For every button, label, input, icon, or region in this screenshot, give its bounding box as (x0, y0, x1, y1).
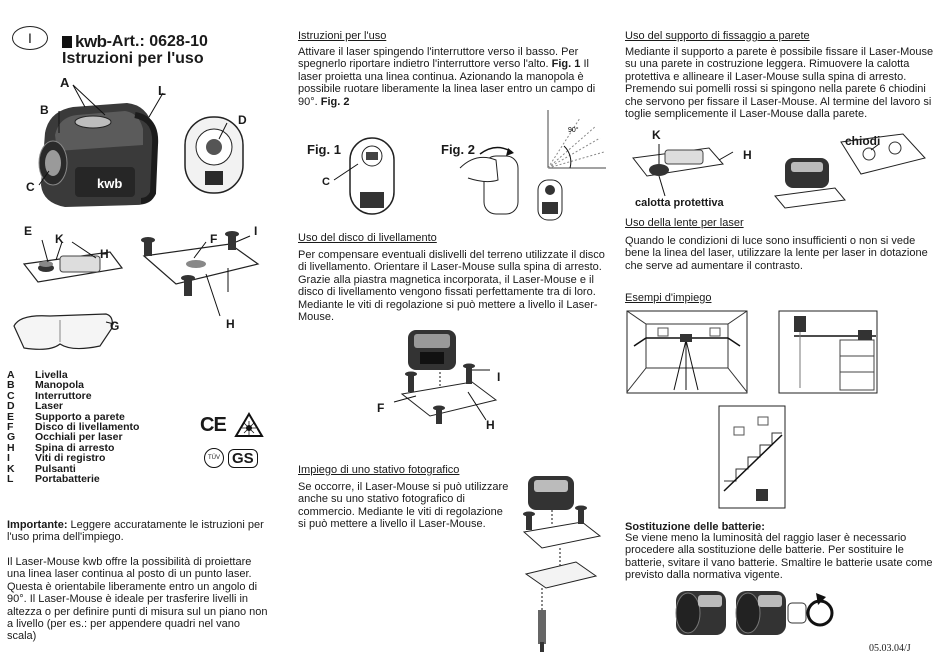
wall-text: Mediante il supporto a parete è possibile fissare il Laser-Mouse su una parete in costruzione leggera. Rimuovere la calotta protettiva e allineare il Laser-Mouse sulla spina di arresto. Premendo sui pomelli rossi si spingono nella parete 6 chiodini che servono per fissare il Laser-Mouse. Al termine del lavoro si toglie semplicemente il Laser-Mouse dalla parete. (625, 46, 934, 121)
device-battery-compartment-open (736, 591, 806, 635)
parts-legend (7, 370, 139, 484)
label-k-wall: K (652, 128, 661, 142)
laser-glasses-illustration (10, 308, 120, 358)
laser-warning-icon (234, 412, 264, 438)
example-kitchen-illustration (778, 310, 878, 394)
legend-item: I Viti di registro (7, 452, 106, 465)
example-room-illustration (626, 310, 748, 394)
svg-text:kwb: kwb (97, 176, 123, 191)
label-h-wall: H (100, 247, 109, 261)
tripod-text: Se occorre, il Laser-Mouse si può utilizzare anche su uno stativo fotografico di commercio. Mediante le viti di regolazione si può mettere a livello il Laser-Mouse. (298, 481, 509, 531)
levelling-disc-illustration (141, 231, 258, 296)
product-illustration (15, 75, 285, 220)
label-h-disc: H (226, 317, 235, 331)
brand-name: kwb (75, 32, 107, 51)
important-label: Importante: (7, 519, 68, 531)
legend-item: H Spina di arresto (7, 441, 115, 454)
label-l: L (158, 83, 166, 98)
legend-item: C Interruttore (7, 389, 92, 402)
fig2-hand-device (460, 147, 518, 214)
battery-heading: Sostituzione delle batterie: (625, 521, 765, 533)
rotate-cap-icon (808, 593, 832, 625)
important-note (7, 519, 272, 544)
disc-text: Per compensare eventuali dislivelli del terreno utilizzate il disco di livellamento. Orientare il Laser-Mouse sulla spina di arresto. Grazie alla piastra magnetica incorporata, il Laser-Mouse e il disco di livellamento vengono fissati perfettamente tra di loro. Mediante le viti di regolazione si può mettere a livello il Laser-Mouse. (298, 249, 605, 324)
fig1-device (334, 138, 394, 214)
certification-marks (200, 412, 264, 438)
gs-mark: GS (228, 449, 258, 468)
ce-mark: CE (200, 413, 226, 436)
angle-label: 90° (568, 127, 579, 134)
fig1-label: Fig. 1 (307, 142, 341, 157)
label-h-disc2: H (486, 418, 495, 432)
language-code: I (28, 30, 32, 46)
brand-logo (62, 32, 208, 52)
fig2-angle-fan (548, 110, 606, 168)
laser-mouse-device (39, 103, 155, 207)
legend-item: B Manopola (7, 379, 84, 392)
lens-text: Quando le condizioni di luce sono insufficienti o non si vede bene la linea del laser, utilizzare la lente per laser in dotazione che serve ad aumentare il contrasto. (625, 235, 928, 272)
label-b: B (40, 103, 49, 117)
legend-item: L Portabatterie (7, 473, 100, 486)
label-c-fig1: C (322, 176, 330, 188)
label-g: G (110, 319, 120, 333)
laser-on-wall-support (775, 158, 845, 208)
legend-item: A Livella (7, 369, 68, 381)
important-text: Leggere accuratamente le istruzioni per l'uso prima dell'impiego. (7, 519, 264, 544)
disc-heading: Uso del disco di livellamento (298, 232, 437, 244)
label-i: I (254, 224, 258, 238)
cap-label: calotta protettiva (635, 197, 724, 209)
legend-item: G Occhiali per laser (7, 431, 123, 444)
laser-mouse-front-view (185, 117, 243, 193)
kwb-logo-mark (62, 36, 72, 48)
legend-item: F Disco di livellamento (7, 421, 140, 434)
legend-item: K Pulsanti (7, 462, 76, 475)
tuv-mark: TÜV (204, 448, 224, 468)
label-a: A (60, 75, 70, 90)
battery-replacement-illustration (670, 583, 840, 643)
nails-label: chiodi (845, 134, 881, 148)
instructions-heading: Istruzioni per l'uso (298, 30, 387, 42)
fig2-device-upright (538, 180, 562, 220)
legend-item: D Laser (7, 400, 64, 413)
label-e: E (24, 224, 33, 238)
intro-text: Il Laser-Mouse kwb offre la possibilità di proiettare una linea laser continua al posto di un punto laser. Questa è orientabile liberamente entro un angolo di 90°. Il Laser-Mouse è ideale per trasferire livelli in altezza o per definire punti di misura sul un piano non a livello (per es.: per appendere quadri nel vano scala) (7, 556, 268, 643)
device-before-battery-swap (676, 591, 726, 635)
language-badge (12, 26, 48, 50)
instructions-text: Attivare il laser spingendo l'interruttore verso il basso. Per spegnerlo riportare indietro l'interruttore verso l'alto. Fig. 1 Il laser proietta una linea continua. Azionando la manopola è possibile ruotare liberamente la linea laser entro un campo di 90°. Fig. 2 (298, 46, 596, 108)
example-stairs-illustration (718, 405, 786, 509)
examples-heading: Esempi d'impiego (625, 292, 712, 304)
label-c: C (26, 180, 35, 194)
tripod-heading: Impiego di uno stativo fotografico (298, 464, 460, 476)
label-h-wall2: H (743, 148, 752, 162)
page-title: Istruzioni per l'uso (62, 50, 204, 67)
battery-text: Se viene meno la luminosità del raggio laser è necessario procedere alla sostituzione delle batterie. Per sostituire le batterie, svitare il vano batterie. Smaltire le batterie usate come previsto dalla normativa vigente. (625, 532, 933, 582)
footer-code: 05.03.04/J (869, 643, 911, 654)
label-f: F (210, 232, 218, 246)
article-number: -Art.: 0628-10 (106, 33, 208, 50)
lens-heading: Uso della lente per laser (625, 217, 744, 229)
label-k: K (55, 232, 64, 246)
fig2-label: Fig. 2 (441, 142, 475, 157)
label-i-disc: I (497, 370, 501, 384)
wall-heading: Uso del supporto di fissaggio a parete (625, 30, 810, 42)
label-f-disc: F (377, 401, 385, 415)
fig1-fig2-illustration (300, 108, 610, 223)
tripod-illustration (516, 470, 606, 655)
safety-marks (204, 448, 258, 468)
label-d: D (238, 113, 247, 127)
legend-item: E Supporto a parete (7, 410, 125, 423)
